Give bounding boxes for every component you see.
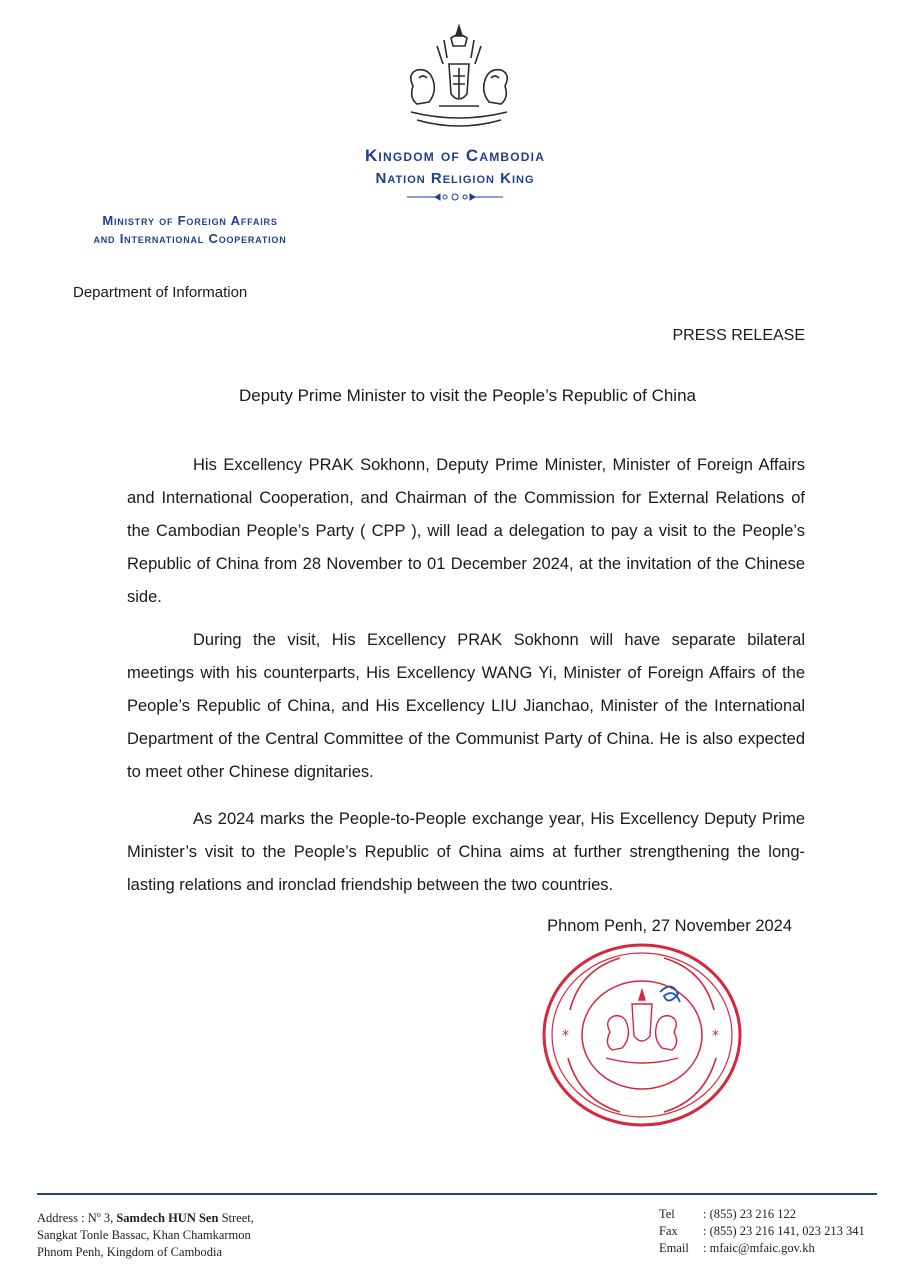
address-line-2: Sangkat Tonle Bassac, Khan Chamkarmon xyxy=(37,1228,251,1243)
ornament-divider-icon xyxy=(405,190,505,202)
fax-row: Fax : (855) 23 216 141, 023 213 341 xyxy=(659,1224,865,1238)
paragraph-3-text: As 2024 marks the People-to-People exchange year, His Excellency Deputy Prime Minister’s visit to the People’s Republic of China aims at further strengthening the long-lasting relations and ironclad friendship between the two countries. xyxy=(127,810,805,894)
official-seal-icon xyxy=(540,940,745,1130)
paragraph-3 xyxy=(127,803,805,902)
kingdom-heading: Kingdom of Cambodia xyxy=(364,146,546,165)
ministry-heading xyxy=(40,212,340,248)
ministry-line-2: and International Cooperation xyxy=(93,231,287,246)
paragraph-2 xyxy=(127,624,805,789)
footer-address xyxy=(37,1206,254,1261)
royal-emblem-icon xyxy=(399,24,519,134)
address-line-1: Address : $N^o$ 3, Samdech HUN Sen Street, xyxy=(37,1210,254,1226)
paragraph-1-text: His Excellency PRAK Sokhonn, Deputy Prime Minister, Minister of Foreign Affairs and International Cooperation, and Chairman of the Commission for External Relations of the Cambodian People’s Party ( CPP ), will lead a delegation to pay a visit to the People’s Republic of China from 28 November to 01 December 2024, at the invitation of the Chinese side. xyxy=(127,456,805,606)
department-label: Department of Information xyxy=(73,284,248,301)
email-row[interactable]: Email : mfaic@mfaic.gov.kh xyxy=(659,1241,815,1255)
ministry-line-1: Ministry of Foreign Affairs xyxy=(102,213,278,228)
svg-text:*: * xyxy=(562,1028,569,1044)
paragraph-2-text: During the visit, His Excellency PRAK Sokhonn will have separate bilateral meetings with his counterparts, His Excellency WANG Yi, Minister of Foreign Affairs of the People’s Republic of China, and His Excellency LIU Jianchao, Minister of the International Department of the Central Committee of the Communist Party of China. He is also expected to meet other Chinese dignitaries. xyxy=(127,631,805,781)
svg-text:*: * xyxy=(712,1028,719,1044)
place-date-signature: Phnom Penh, 27 November 2024 xyxy=(547,917,792,935)
footer-contact xyxy=(659,1206,865,1257)
address-line-3: Phnom Penh, Kingdom of Cambodia xyxy=(37,1245,223,1260)
paragraph-1 xyxy=(127,449,805,614)
document-type: PRESS RELEASE xyxy=(672,327,805,344)
document-title: Deputy Prime Minister to visit the People’s Republic of China xyxy=(238,386,696,405)
national-motto: Nation Religion King xyxy=(375,170,535,187)
footer-divider xyxy=(37,1193,877,1195)
tel-row: Tel : (855) 23 216 122 xyxy=(659,1207,797,1221)
